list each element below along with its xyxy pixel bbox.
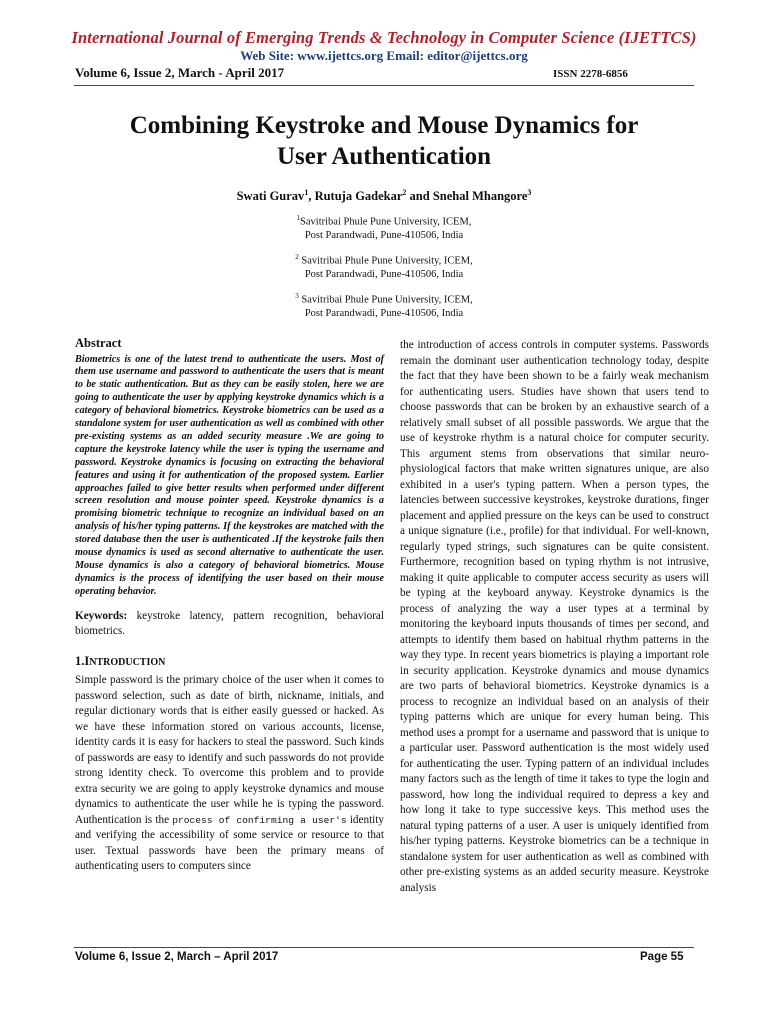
- left-column: [75, 336, 384, 875]
- right-column-text: the introduction of access controls in computer systems. Passwords remain the dominant user authentication technology today, despite the fact that they have been shown to be a fairly weak mechanism for authenticating users. Studies have shown that users tend to choose passwords that can be broken by an exhaustive search of a relatively small subset of all possible passwords. We argue that the use of keystroke rhythm is a natural choice for computer security. This argument stems from observations that similar neuro-physiological factors that make written signatures unique, are also exhibited in a user's typing pattern. When a person types, the latencies between successive keystrokes, keystroke durations, finger placement and applied pressure on the keys can be used to construct a unique signature (i.e., profile) for that individual. For well-known, regularly typed strings, such signatures can be quite consistent. Furthermore, recognition based on typing rhythm is not intrusive, making it quite applicable to computer access security as users will be typing at the keyboard anyway. Keystroke dynamics is the process of analyzing the way a user types at a terminal by monitoring the keyboard inputs thousands of times per second, and attempts to identify them based on habitual rhythm patterns in the way they type. In recent years biometrics is playing a important role in security application. Keystroke dynamics and mouse dynamics are two parts of behavioral biometrics. Keystroke dynamics is a process to recognize an individual based on an analysis of their typing patterns which are unique for every human being. This method uses a prompt for a username and password that is unique to a particular user. Password authentication is the most widely used for authenticating the user. Typing pattern of an individual includes many factors such as the length of time it takes to type the login and password, how long the individual required to depress a key and how long it take to type successive keys. This method uses the natural typing patterns of a user. A user is uniquely identified from his/her typing patterns. Keystroke biometrics can be a technique in standalone system for user authentication as well as combined with other pre-existing systems as an added security measure. Keystroke analysis: [400, 339, 709, 894]
- keywords-text: keystroke latency, pattern recognition, behavioral biometrics.: [75, 609, 384, 638]
- keywords: [75, 609, 384, 640]
- footer-volume: Volume 6, Issue 2, March – April 2017: [75, 951, 279, 963]
- intro-text-part2: identity and verifying the accessibility of some service or resource to that user. Textual passwords have been the primary means of authenticating users to computers since: [75, 813, 384, 873]
- affiliation-sup: 3: [295, 292, 299, 300]
- author-separator: and: [406, 189, 433, 204]
- journal-website: Web Site: www.ijettcs.org Email: editor@ijettcs.org: [240, 48, 528, 63]
- volume-issue: Volume 6, Issue 2, March - April 2017: [75, 65, 285, 80]
- author-sup: 1: [304, 188, 309, 197]
- affiliation-line: Savitribai Phule Pune University, ICEM,: [298, 255, 473, 267]
- affiliation-sup: 1: [296, 214, 301, 222]
- intro-mono-phrase: process of confirming a user's: [172, 814, 347, 826]
- intro-text-part1: Simple password is the primary choice of the user when it comes to password selection, such as date of birth, nickname, initials, and regular dictionary words that is either easily guessed or hacked. As we have these information stored on various accounts, license, identity cards it is easy for hackers to steal the password. Such kinds of passwords are easy to identify and such passwords do not provide strong identity check. To overcome this problem and to provide extra security we are going to apply keystroke dynamics and mouse dynamics to authenticate the user while he is typing the password. Authentication is the: [75, 674, 384, 826]
- affiliation-line: Post Parandwadi, Pune-410506, India: [304, 229, 464, 241]
- affiliation-1: [0, 212, 768, 242]
- paper-title-line2: User Authentication: [276, 143, 492, 170]
- author-separator: ,: [308, 189, 315, 204]
- affiliation-line: Post Parandwadi, Pune-410506, India: [304, 307, 464, 319]
- header-rule: [74, 85, 694, 86]
- paper-title-line1: Combining Keystroke and Mouse Dynamics for: [129, 112, 639, 139]
- issn: ISSN 2278-6856: [553, 68, 628, 80]
- affiliation-line: Savitribai Phule Pune University, ICEM,: [298, 294, 473, 306]
- right-column: [400, 338, 709, 896]
- abstract-heading: Abstract: [75, 336, 122, 350]
- footer-rule: [74, 947, 694, 948]
- author-name: Swati Gurav: [236, 189, 305, 204]
- abstract-text: Biometrics is one of the latest trend to authenticate the users. Most of them use username and password to authenticate the users that is meant to be static authentication. But as they can be easily stolen, here we are going to authenticate the user by applying keystroke dynamics which is a category of behavioral biometrics. Keystroke biometrics can be used as a standalone system for user authentication as well as combined with other pre-existing systems as an added security measure .We are going to capture the keystroke latency while the user is typing the username and password. Keystroke dynamics is focusing on extracting the behavioral features and using it for authentication of the proposed system. Earlier approaches failed to give better results when performed under different screen resolution and mouse pointer speed. Keystroke dynamics is a promising biometric technique to recognize an individual based on an analysis of his/her typing patterns. If the keystrokes are matched with the stored database then the user is authenticated .If the keystroke fails then mouse dynamics is used as second alternative to authenticate the user. Mouse dynamics is also a category of behavioral biometrics. Mouse dynamics is the process of identifying the user based on their mouse operating behavior.: [75, 353, 384, 597]
- paper-title: [84, 110, 684, 172]
- introduction-text: [75, 673, 384, 875]
- author-sup: 3: [527, 188, 532, 197]
- keywords-label: Keywords:: [75, 609, 128, 622]
- journal-title: International Journal of Emerging Trends & Technology in Computer Science (IJETTCS): [71, 28, 697, 47]
- author-sup: 2: [402, 188, 407, 197]
- section-heading-introduction: [75, 654, 384, 671]
- author-name: Snehal Mhangore: [432, 189, 528, 204]
- section-number: 1.: [75, 653, 85, 668]
- affiliation-line: Savitribai Phule Pune University, ICEM,: [300, 216, 472, 228]
- author-name: Rutuja Gadekar: [314, 189, 403, 204]
- affiliation-2: [0, 251, 768, 281]
- affiliation-3: [0, 290, 768, 320]
- affiliation-line: Post Parandwadi, Pune-410506, India: [304, 268, 464, 280]
- section-title-rest: NTRODUCTION: [89, 656, 166, 668]
- section-initial: I: [84, 653, 90, 668]
- affiliation-sup: 2: [295, 253, 299, 261]
- author-list: [0, 188, 768, 204]
- footer-page-number: Page 55: [640, 951, 684, 963]
